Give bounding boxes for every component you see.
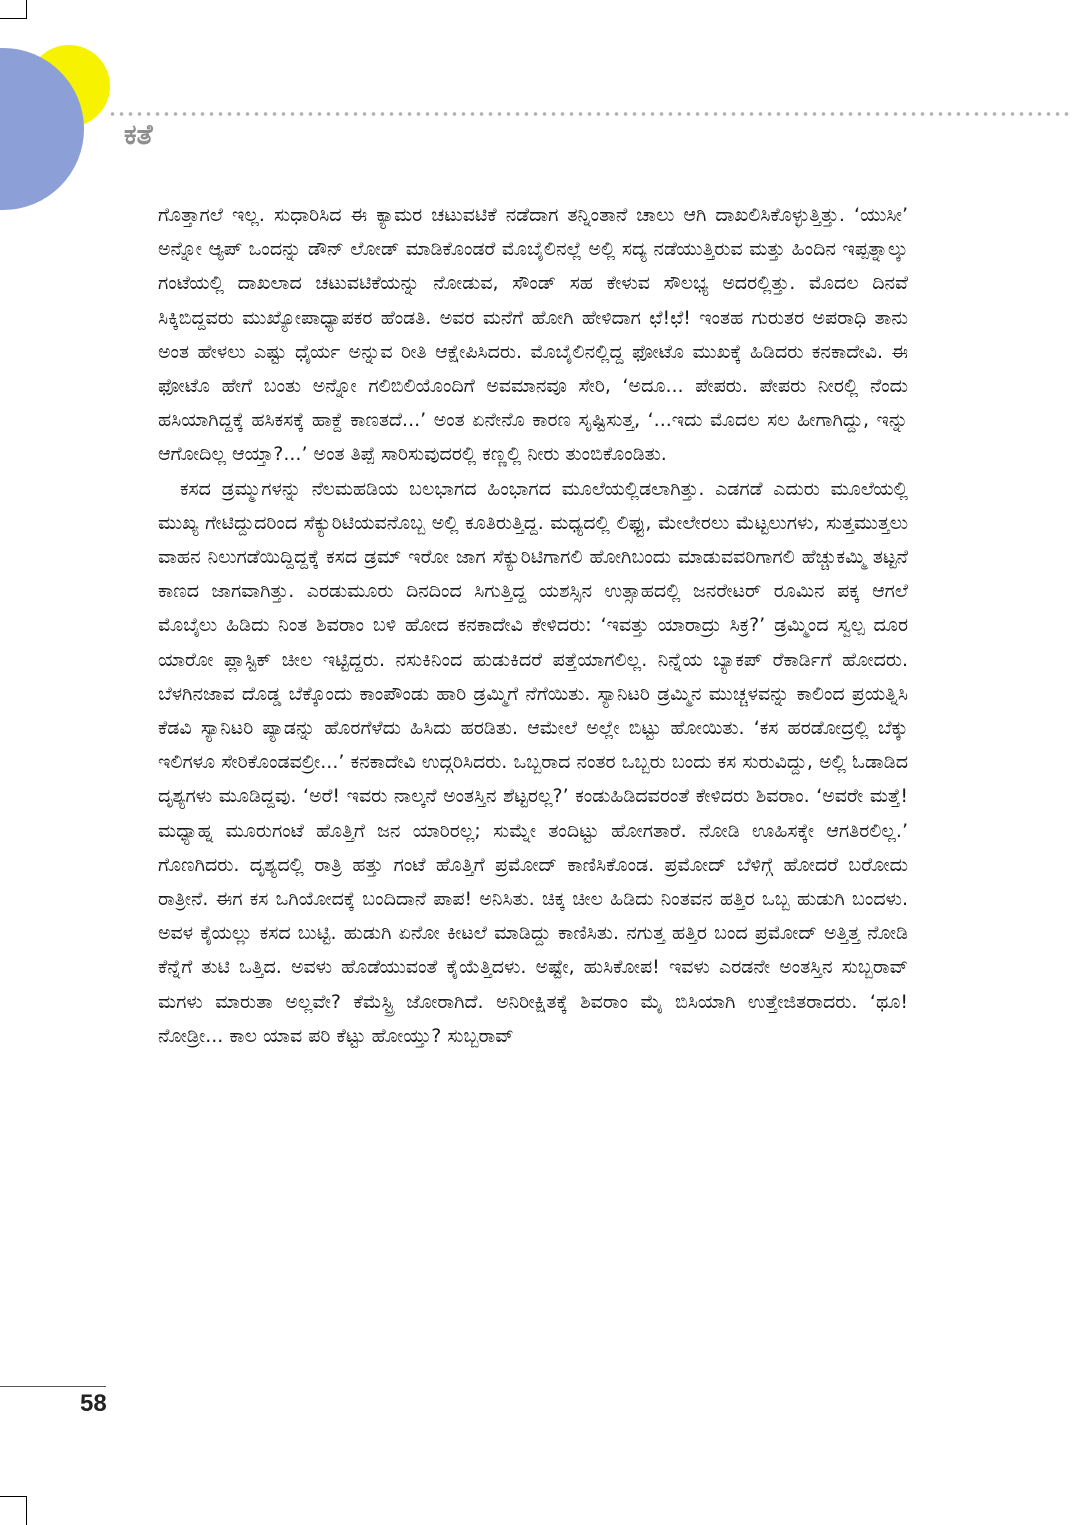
page-number: 58 (80, 1390, 107, 1417)
crop-mark-bottom-vertical (26, 1496, 27, 1525)
story-paragraph-1: ಗೊತ್ತಾಗಲೆ ಇಲ್ಲ. ಸುಧಾರಿಸಿದ ಈ ಕ್ಯಾಮರ ಚಟುವಟಿಕೆ ನಡೆದಾಗ ತನ್ನಿಂತಾನೆ ಚಾಲು ಆಗಿ ದಾಖಲಿಸಿಕೊಳ್ಳುತ್ತಿತ್ತು. ‘ಯುಸೀ’ ಅನ್ನೋ ಆ್ಯಪ್ ಒಂದನ್ನು ಡೌನ್ ಲೋಡ್ ಮಾಡಿಕೊಂಡರೆ ಮೊಬೈಲಿನಲ್ಲೆ ಅಲ್ಲಿ ಸದ್ಯ ನಡೆಯುತ್ತಿರುವ ಮತ್ತು ಹಿಂದಿನ ಇಪ್ಪತ್ನಾಲ್ಕು ಗಂಟೆಯಲ್ಲಿ ದಾಖಲಾದ ಚಟುವಟಿಕೆಯನ್ನು ನೋಡುವ, ಸೌಂಡ್ ಸಹ ಕೇಳುವ ಸೌಲಭ್ಯ ಅದರಲ್ಲಿತ್ತು. ಮೊದಲ ದಿನವೆ ಸಿಕ್ಕಿಬಿದ್ದವರು ಮುಖ್ಯೋಪಾಧ್ಯಾಪಕರ ಹೆಂಡತಿ. ಅವರ ಮನೆಗೆ ಹೋಗಿ ಹೇಳಿದಾಗ ಛೆ!ಛೆ! ಇಂತಹ ಗುರುತರ ಅಪರಾಧಿ ತಾನು ಅಂತ ಹೇಳಲು ಎಷ್ಟು ಧೈರ್ಯ ಅನ್ನುವ ರೀತಿ ಆಕ್ಷೇಪಿಸಿದರು. ಮೊಬೈಲಿನಲ್ಲಿದ್ದ ಫೋಟೊ ಮುಖಕ್ಕೆ ಹಿಡಿದರು ಕನಕಾದೇವಿ. ಈ ಫೋಟೊ ಹೇಗೆ ಬಂತು ಅನ್ನೋ ಗಲಿಬಿಲಿಯೊಂದಿಗೆ ಅವಮಾನವೂ ಸೇರಿ, ‘ಅದೂ... ಪೇಪರು. ಪೇಪರು ನೀರಲ್ಲಿ ನೆಂದು ಹಸಿಯಾಗಿದ್ದಕ್ಕೆ ಹಸಿಕಸಕ್ಕೆ ಹಾಕ್ದೆ ಕಾಣತದೆ...’ ಅಂತ ಏನೇನೊ ಕಾರಣ ಸೃಷ್ಟಿಸುತ್ತ, ‘...ಇದು ಮೊದಲ ಸಲ ಹೀಗಾಗಿದ್ದು, ಇನ್ನು ಆಗೋದಿಲ್ಲ ಆಯ್ತಾ?...’ ಅಂತ ತಿಪ್ಪೆ ಸಾರಿಸುವುದರಲ್ಲಿ ಕಣ್ಣಲ್ಲಿ ನೀರು ತುಂಬಿಕೊಂಡಿತು. (158, 204, 908, 466)
crop-mark-top-horizontal (0, 18, 26, 19)
section-label: ಕತೆ (124, 118, 153, 151)
crop-mark-top-vertical (26, 0, 27, 19)
folio-rule (0, 1386, 106, 1387)
story-paragraph-2: ಕಸದ ಡ್ರಮ್ಮುಗಳನ್ನು ನೆಲಮಹಡಿಯ ಬಲಭಾಗದ ಹಿಂಭಾಗದ ಮೂಲೆಯಲ್ಲಿಡಲಾಗಿತ್ತು. ಎಡಗಡೆ ಎದುರು ಮೂಲೆಯಲ್ಲಿ ಮುಖ್ಯ ಗೇಟಿದ್ದುದರಿಂದ ಸೆಕ್ಯುರಿಟಿಯವನೊಬ್ಬ ಅಲ್ಲಿ ಕೂತಿರುತ್ತಿದ್ದ. ಮಧ್ಯದಲ್ಲಿ ಲಿಫ್ಟು, ಮೇಲೇರಲು ಮೆಟ್ಟಲುಗಳು, ಸುತ್ತಮುತ್ತಲು ವಾಹನ ನಿಲುಗಡೆಯಿದ್ದಿದ್ದಕ್ಕೆ ಕಸದ ಡ್ರಮ್ ಇರೋ ಜಾಗ ಸೆಕ್ಯುರಿಟಿಗಾಗಲಿ ಹೋಗಿಬಂದು ಮಾಡುವವರಿಗಾಗಲಿ ಹೆಚ್ಚುಕಮ್ಮಿ ತಟ್ಟನೆ ಕಾಣದ ಜಾಗವಾಗಿತ್ತು. ಎರಡುಮೂರು ದಿನದಿಂದ ಸಿಗುತ್ತಿದ್ದ ಯಶಸ್ಸಿನ ಉತ್ಸಾಹದಲ್ಲಿ ಜನರೇಟರ್ ರೂಮಿನ ಪಕ್ಕ ಆಗಲೆ ಮೊಬೈಲು ಹಿಡಿದು ನಿಂತ ಶಿವರಾಂ ಬಳಿ ಹೋದ ಕನಕಾದೇವಿ ಕೇಳಿದರು: ‘ಇವತ್ತು ಯಾರಾದ್ರು ಸಿಕ್ರ?’ ಡ್ರಮ್ಮಿಂದ ಸ್ವಲ್ಪ ದೂರ ಯಾರೋ ಪ್ಲಾಸ್ಟಿಕ್ ಚೀಲ ಇಟ್ಟಿದ್ದರು. ನಸುಕಿನಿಂದ ಹುಡುಕಿದರೆ ಪತ್ತೆಯಾಗಲಿಲ್ಲ. ನಿನ್ನೆಯ ಬ್ಯಾಕಪ್ ರೆಕಾರ್ಡಿಗೆ ಹೋದರು. ಬೆಳಗಿನಜಾವ ದೊಡ್ಡ ಬೆಕ್ಕೊಂದು ಕಾಂಪೌಂಡು ಹಾರಿ ಡ್ರಮ್ಮಿಗೆ ನೆಗೆಯಿತು. ಸ್ಯಾನಿಟರಿ ಡ್ರಮ್ಮಿನ ಮುಚ್ಚಳವನ್ನು ಕಾಲಿಂದ ಪ್ರಯತ್ನಿಸಿ ಕೆಡವಿ ಸ್ಯಾನಿಟರಿ ಪ್ಯಾಡನ್ನು ಹೊರಗೆಳೆದು ಹಿಸಿದು ಹರಡಿತು. ಆಮೇಲೆ ಅಲ್ಲೇ ಬಿಟ್ಟು ಹೋಯಿತು. ‘ಕಸ ಹರಡೋದ್ರಲ್ಲಿ ಬೆಕ್ಕು ಇಲಿಗಳೂ ಸೇರಿಕೊಂಡವಲ್ರೀ...’ ಕನಕಾದೇವಿ ಉದ್ಗರಿಸಿದರು. ಒಬ್ಬರಾದ ನಂತರ ಒಬ್ಬರು ಬಂದು ಕಸ ಸುರುವಿದ್ದು, ಅಲ್ಲಿ ಓಡಾಡಿದ ದೃಶ್ಯಗಳು ಮೂಡಿದ್ದವು. ‘ಅರೆ! ಇವರು ನಾಲ್ಕನೆ ಅಂತಸ್ತಿನ ಶೆಟ್ಟರಲ್ಲ?’ ಕಂಡುಹಿಡಿದವರಂತೆ ಕೇಳಿದರು ಶಿವರಾಂ. ‘ಅವರೇ ಮತ್ತೆ! ಮಧ್ಯಾಹ್ನ ಮೂರುಗಂಟೆ ಹೊತ್ತಿಗೆ ಜನ ಯಾರಿರಲ್ಲ; ಸುಮ್ನೇ ತಂದಿಟ್ಟು ಹೋಗತಾರೆ. ನೋಡಿ ಊಹಿಸಕ್ಕೇ ಆಗತಿರಲಿಲ್ಲ.’ ಗೊಣಗಿದರು. ದೃಶ್ಯದಲ್ಲಿ ರಾತ್ರಿ ಹತ್ತು ಗಂಟೆ ಹೊತ್ತಿಗೆ ಪ್ರಮೋದ್ ಕಾಣಿಸಿಕೊಂಡ. ಪ್ರಮೋದ್ ಬೆಳಿಗ್ಗೆ ಹೋದರೆ ಬರೋದು ರಾತ್ರೀನೆ. ಈಗ ಕಸ ಒಗಿಯೋದಕ್ಕೆ ಬಂದಿದಾನೆ ಪಾಪ! ಅನಿಸಿತು. ಚಿಕ್ಕ ಚೀಲ ಹಿಡಿದು ನಿಂತವನ ಹತ್ತಿರ ಒಬ್ಬ ಹುಡುಗಿ ಬಂದಳು. ಅವಳ ಕೈಯಲ್ಲು ಕಸದ ಬುಟ್ಟಿ. ಹುಡುಗಿ ಏನೋ ಕೀಟಲೆ ಮಾಡಿದ್ದು ಕಾಣಿಸಿತು. ನಗುತ್ತ ಹತ್ತಿರ ಬಂದ ಪ್ರಮೋದ್ ಅತ್ತಿತ್ತ ನೋಡಿ ಕೆನ್ನೆಗೆ ತುಟಿ ಒತ್ತಿದ. ಅವಳು ಹೊಡೆಯುವಂತೆ ಕೈಯೆತ್ತಿದಳು. ಅಷ್ಟೇ, ಹುಸಿಕೋಪ! ಇವಳು ಎರಡನೇ ಅಂತಸ್ತಿನ ಸುಬ್ಬರಾವ್ ಮಗಳು ಮಾರುತಾ ಅಲ್ಲವೇ? ಕೆಮೆಸ್ಟ್ರಿ ಜೋರಾಗಿದೆ. ಅನಿರೀಕ್ಷಿತಕ್ಕೆ ಶಿವರಾಂ ಮೈ ಬಿಸಿಯಾಗಿ ಉತ್ತೇಜಿತರಾದರು. ‘ಥೂ! ನೋಡ್ರೀ... ಕಾಲ ಯಾವ ಪರಿ ಕೆಟ್ಟು ಹೋಯ್ತು? ಸುಬ್ಬರಾವ್ (158, 477, 908, 1047)
crop-mark-bottom-horizontal (0, 1496, 26, 1497)
story-body (158, 198, 908, 1053)
header-dotted-rule (108, 112, 1072, 116)
